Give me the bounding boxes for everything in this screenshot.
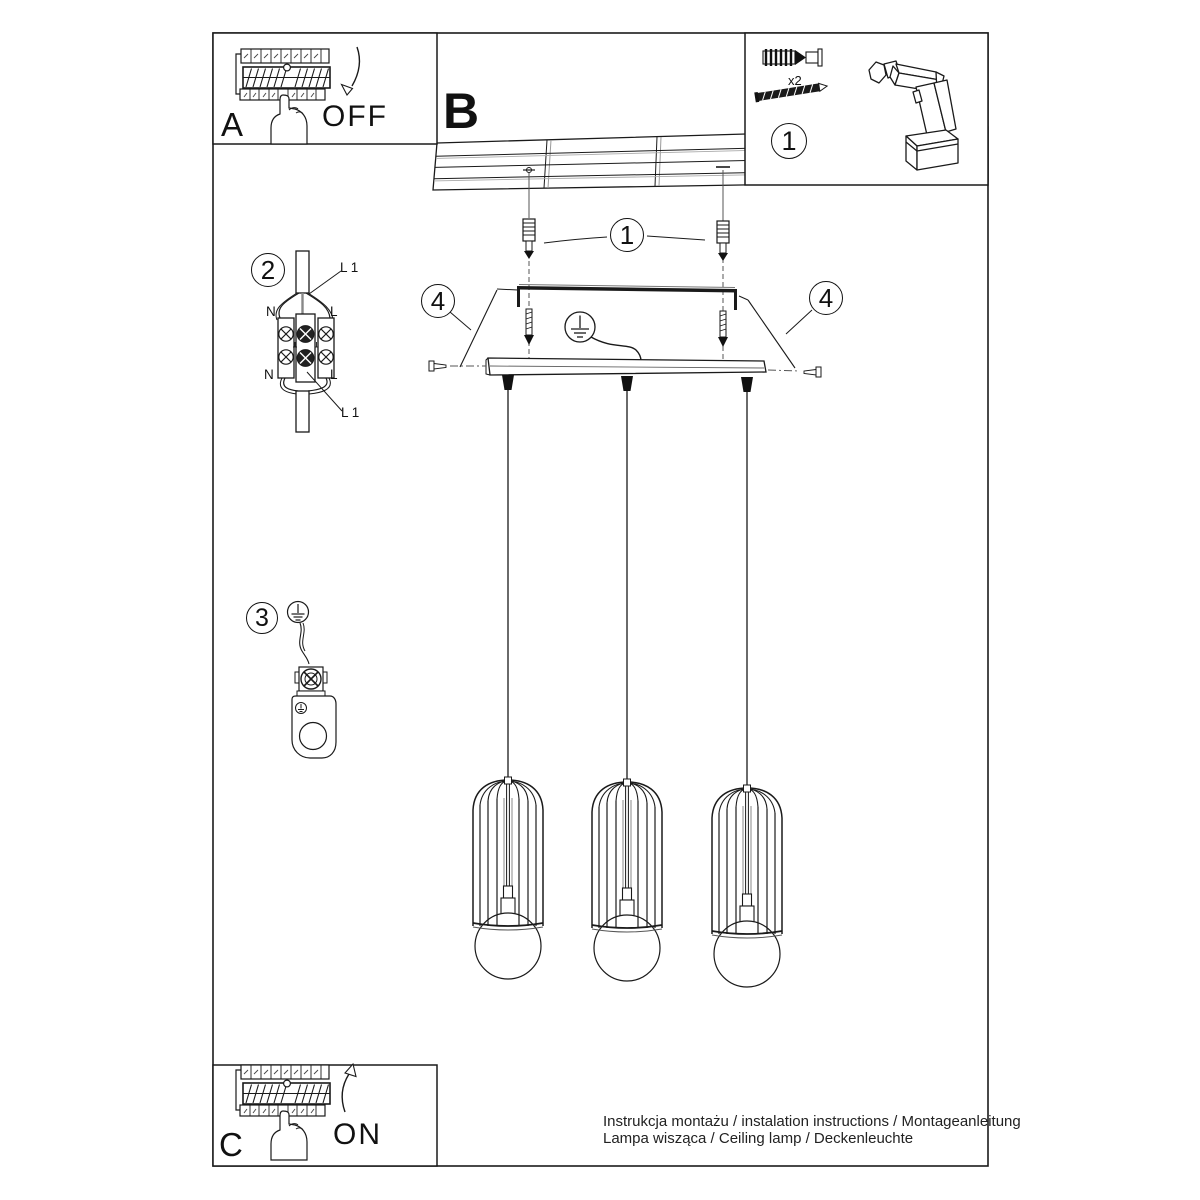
section-letter-a: A	[221, 106, 244, 143]
wire-label-l1-bottom: L 1	[341, 405, 360, 420]
footer-instructions-line: Instrukcja montażu / instalation instructions / Montageanleitung	[603, 1113, 1021, 1130]
power-off-label: OFF	[322, 100, 388, 133]
quantity-label: x2	[788, 73, 802, 88]
step-number-wiring: 2	[251, 253, 285, 287]
wire-label-n-top: N	[266, 304, 276, 319]
wire-label-l-bottom: L	[330, 367, 338, 382]
step-number-bracket-right: 4	[809, 281, 843, 315]
step-number-ground: 3	[246, 602, 278, 634]
section-letter-c: C	[219, 1126, 243, 1163]
footer-product-line: Lampa wisząca / Ceiling lamp / Deckenleuchte	[603, 1130, 914, 1147]
wire-label-l1-top: L 1	[340, 260, 359, 275]
section-letter-b: B	[443, 83, 480, 139]
step-number-kit: 1	[771, 123, 807, 159]
power-on-label: ON	[333, 1118, 382, 1151]
wire-label-l-top: L	[330, 304, 338, 319]
step-number-anchor: 1	[610, 218, 644, 252]
wire-label-n-bottom: N	[264, 367, 274, 382]
step-number-bracket-left: 4	[421, 284, 455, 318]
